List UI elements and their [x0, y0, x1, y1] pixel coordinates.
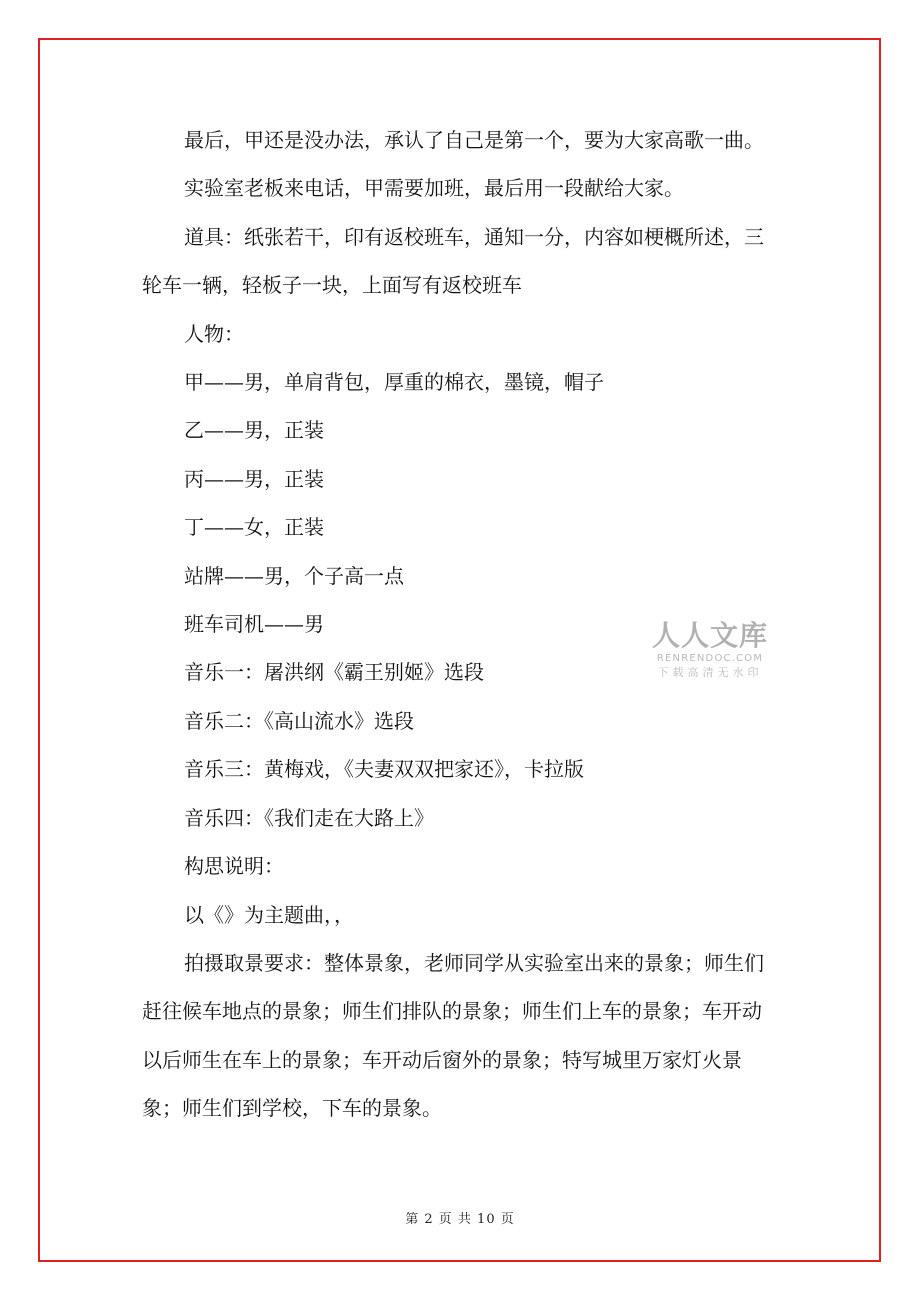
paragraph: 音乐二：《高山流水》选段	[184, 708, 414, 733]
paragraph: 人物：	[184, 321, 244, 346]
paragraph: 最后，甲还是没办法，承认了自己是第一个，要为大家高歌一曲。	[184, 128, 764, 152]
paragraph: 音乐三：黄梅戏，《夫妻双双把家还》，卡拉版	[184, 757, 584, 782]
paragraph: 以《》为主题曲，，	[184, 902, 354, 927]
paragraph: 道具：纸张若干，印有返校班车，通知一分，内容如梗概所述，三轮车一辆，轻板子一块，上面写有返校班车	[142, 224, 764, 298]
paragraph: 丁——女，正装	[184, 515, 324, 540]
paragraph: 实验室老板来电话，甲需要加班，最后用一段献给大家。	[184, 176, 684, 201]
paragraph: 音乐一：屠洪纲《霸王别姬》选段	[184, 660, 484, 685]
paragraph: 拍摄取景要求：整体景象，老师同学从实验室出来的景象；师生们赶往候车地点的景象；师生们排队的景象；师生们上车的景象；车开动以后师生在车上的景象；车开动后窗外的景象；特写城里万家灯火景象；师生们到学校，下车的景象。	[142, 950, 764, 1121]
paragraph: 构思说明：	[184, 854, 284, 879]
paragraph: 音乐四：《我们走在大路上》	[184, 805, 434, 830]
watermark	[648, 620, 772, 680]
watermark-site: RENRENDOC.COM	[656, 653, 764, 664]
paragraph: 丙——男，正装	[184, 466, 324, 491]
paragraph: 班车司机——男	[184, 612, 324, 637]
paragraph: 甲——男，单肩背包，厚重的棉衣，墨镜，帽子	[184, 370, 604, 395]
watermark-title: 人人文库	[651, 619, 768, 652]
paragraph: 站牌——男，个子高一点	[184, 563, 404, 588]
watermark-caption: 下载高清无水印	[657, 666, 763, 679]
page-footer: 第 2 页 共 10 页	[405, 1212, 515, 1227]
paragraph: 乙——男，正装	[184, 418, 324, 443]
